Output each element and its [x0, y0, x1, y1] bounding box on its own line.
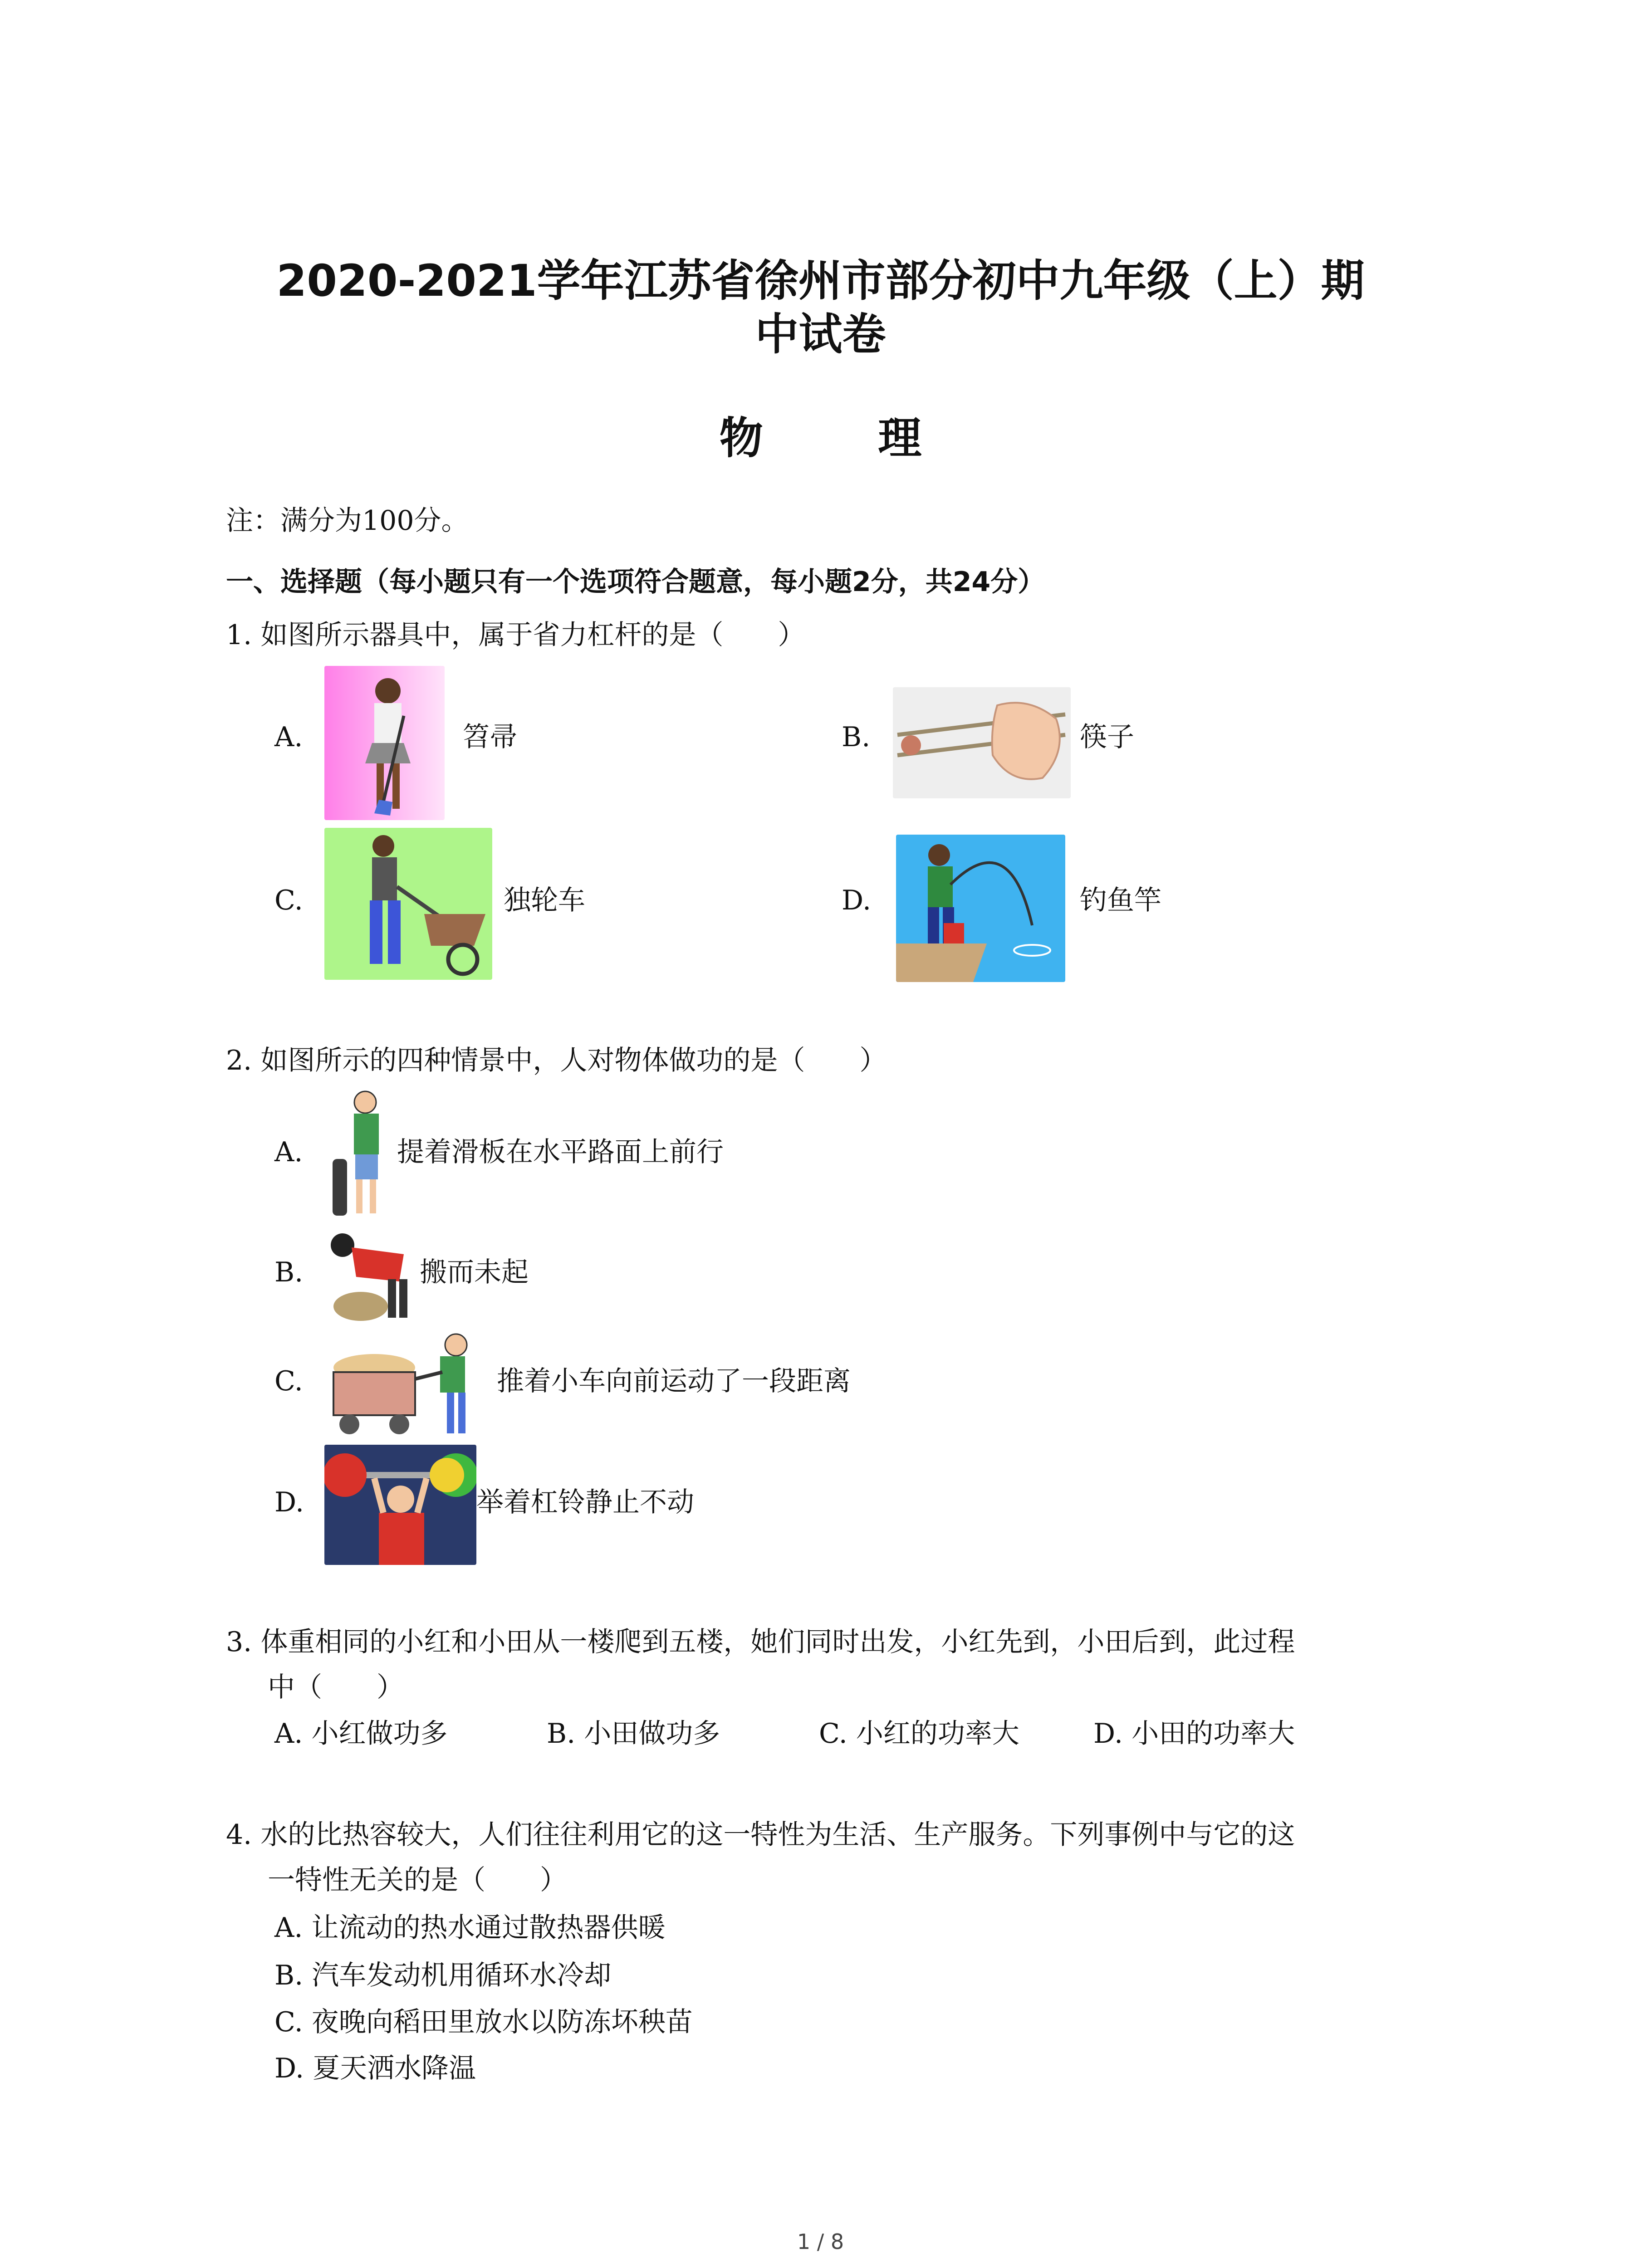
q1-option-a-text: 笤帚: [463, 721, 517, 753]
wheelbarrow-image: [324, 828, 492, 980]
q3-option-c-text: 小红的功率大: [856, 1718, 1019, 1750]
weightlifter-image: [324, 1445, 476, 1565]
q4-option-a-letter: A.: [274, 1912, 303, 1944]
section-heading: 一、选择题（每小题只有一个选项符合题意，每小题2分，共24分）: [226, 566, 1045, 598]
question-3-stem-line2: 中（ ）: [268, 1672, 404, 1703]
q2-option-c-letter: C.: [274, 1365, 303, 1397]
q4-option-d: [274, 2050, 476, 2087]
q4-option-c-text: 夜晚向稻田里放水以防冻坏秧苗: [311, 2006, 693, 2038]
q1-option-d-letter: D.: [842, 885, 872, 916]
q1-option-b-letter: B.: [842, 721, 871, 753]
q2-option-d-text: 举着杠铃静止不动: [476, 1486, 694, 1518]
q2-option-a-text: 提着滑板在水平路面上前行: [397, 1136, 724, 1168]
q4-option-c-letter: C.: [274, 2006, 303, 2038]
q1-option-a-letter: A.: [274, 721, 303, 753]
q3-option-b-letter: B.: [547, 1718, 576, 1750]
q1-option-b-text: 筷子: [1080, 721, 1134, 753]
q1-option-d-text: 钓鱼竿: [1080, 885, 1161, 916]
question-4-stem-line1: 4. 水的比热容较大，人们往往利用它的这一特性为生活、生产服务。下列事例中与它的这: [226, 1819, 1295, 1851]
q3-option-c-letter: C.: [819, 1718, 847, 1750]
q1-option-c-letter: C.: [274, 885, 303, 916]
q3-option-a-letter: A.: [274, 1718, 303, 1750]
q3-option-d-text: 小田的功率大: [1132, 1718, 1295, 1750]
exam-title-line2: 中试卷: [755, 309, 886, 360]
chopsticks-image: [893, 687, 1071, 798]
q2-option-c-text: 推着小车向前运动了一段距离: [497, 1365, 851, 1397]
fishing-rod-image: [896, 835, 1065, 982]
q4-option-b-letter: B.: [274, 1960, 304, 1991]
q3-option-b: [547, 1716, 720, 1752]
score-note: 注：满分为100分。: [226, 505, 469, 537]
q3-option-b-text: 小田做功多: [584, 1718, 720, 1750]
q4-option-b-text: 汽车发动机用循环水冷却: [312, 1960, 612, 1991]
q2-option-b-text: 搬而未起: [420, 1256, 529, 1288]
q2-option-a-letter: A.: [274, 1136, 303, 1168]
q3-option-a: [274, 1716, 447, 1752]
q3-option-d-letter: D.: [1093, 1718, 1123, 1750]
lifting-rock-image: [324, 1227, 413, 1322]
q4-option-b: [274, 1957, 611, 1994]
exam-title-line1: 2020-2021学年江苏省徐州市部分初中九年级（上）期: [276, 255, 1365, 306]
q2-option-b-letter: B.: [274, 1256, 304, 1288]
pushing-cart-image: [324, 1329, 490, 1440]
q4-option-a-text: 让流动的热水通过散热器供暖: [311, 1912, 666, 1944]
question-2-stem: 2. 如图所示的四种情景中，人对物体做功的是（ ）: [226, 1045, 887, 1076]
question-3-stem-line1: 3. 体重相同的小红和小田从一楼爬到五楼，她们同时出发，小红先到，小田后到，此过程: [226, 1626, 1295, 1658]
skateboard-carry-image: [329, 1086, 392, 1222]
page-number: 1 / 8: [797, 2229, 844, 2254]
q1-option-c-text: 独轮车: [504, 885, 585, 916]
subject-heading: 物 理: [719, 413, 972, 464]
q2-option-d-letter: D.: [274, 1486, 304, 1518]
q3-option-d: [1093, 1716, 1295, 1752]
q3-option-a-text: 小红做功多: [311, 1718, 448, 1750]
q4-option-d-letter: D.: [274, 2053, 304, 2084]
q3-option-c: [819, 1716, 1019, 1752]
q4-option-d-text: 夏天洒水降温: [313, 2053, 476, 2084]
question-1-stem: 1. 如图所示器具中，属于省力杠杆的是（ ）: [226, 619, 805, 651]
q4-option-c: [274, 2004, 693, 2040]
q4-option-a: [274, 1910, 665, 1946]
broom-image: [324, 666, 445, 820]
question-4-stem-line2: 一特性无关的是（ ）: [268, 1864, 567, 1896]
